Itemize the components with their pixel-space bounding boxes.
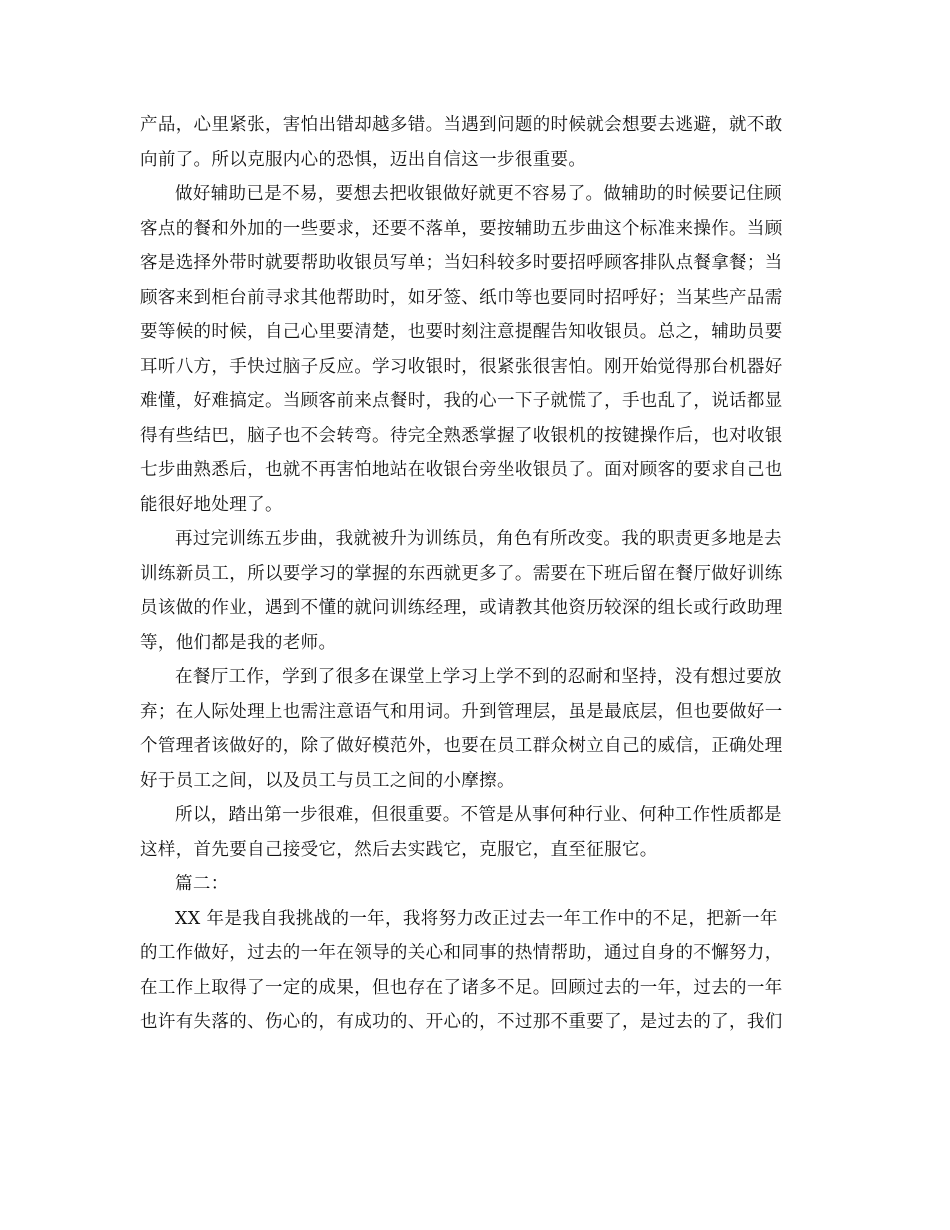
- text-line: 也许有失落的、伤心的，有成功的、开心的，不过那不重要了，是过去的了，我们: [140, 1012, 783, 1032]
- text-line: 耳听八方，手快过脑子反应。学习收银时，很紧张很害怕。刚开始觉得那台机器好: [140, 356, 783, 377]
- text-line: 再过完训练五步曲，我就被升为训练员，角色有所改变。我的职责更多地是去: [175, 529, 782, 549]
- text-line: 要等候的时候，自己心里要清楚，也要时刻注意提醒告知收银员。总之，辅助员要: [140, 322, 783, 342]
- text-line: 员该做的作业，遇到不懂的就问训练经理，或请教其他资历较深的组长或行政助理: [140, 598, 783, 618]
- text-line: 在餐厅工作，学到了很多在课堂上学习上学不到的忍耐和坚持，没有想过要放: [175, 667, 782, 687]
- text-line: 个管理者该做好的，除了做好模范外，也要在员工群众树立自己的威信，正确处理: [140, 736, 783, 756]
- text-line: 客点的餐和外加的一些要求，还要不落单，要按辅助五步曲这个标准来操作。当顾: [140, 218, 783, 239]
- text-line: 好于员工之间，以及员工与员工之间的小摩擦。: [140, 770, 515, 791]
- text-line: 客是选择外带时就要帮助收银员写单；当妇科较多时要招呼顾客排队点餐拿餐；当: [140, 253, 783, 273]
- text-line: 得有些结巴，脑子也不会转弯。待完全熟悉掌握了收银机的按键操作后，也对收银: [140, 425, 783, 446]
- text-line: 篇二：: [175, 874, 229, 894]
- text-line: 训练新员工，所以要学习的掌握的东西就更多了。需要在下班后留在餐厅做好训练: [140, 563, 783, 584]
- text-line: 的工作做好，过去的一年在领导的关心和同事的热情帮助，通过自身的不懈努力，: [140, 943, 783, 963]
- text-line: 所以，踏出第一步很难，但很重要。不管是从事何种行业、何种工作性质都是: [175, 805, 782, 825]
- text-line: 在工作上取得了一定的成果，但也存在了诸多不足。回顾过去的一年，过去的一年: [140, 977, 783, 998]
- document-body: [140, 111, 815, 1043]
- text-line: 七步曲熟悉后，也就不再害怕地站在收银台旁坐收银员了。面对顾客的要求自己也: [140, 460, 783, 480]
- text-line: 难懂，好难搞定。当顾客前来点餐时，我的心一下子就慌了，手也乱了，说话都显: [140, 391, 783, 411]
- text-line: 弃；在人际处理上也需注意语气和用词。升到管理层，虽是最底层，但也要做好一: [140, 701, 783, 722]
- text-line: 向前了。所以克服内心的恐惧，迈出自信这一步很重要。: [140, 149, 587, 170]
- text-line: 等，他们都是我的老师。: [140, 632, 337, 653]
- text-line: 做好辅助已是不易，要想去把收银做好就更不容易了。做辅助的时候要记住顾: [175, 184, 782, 204]
- text-line: 顾客来到柜台前寻求其他帮助时，如牙签、纸巾等也要同时招呼好；当某些产品需: [140, 287, 783, 308]
- text-line: 这样，首先要自己接受它，然后去实践它，克服它，直至征服它。: [140, 839, 658, 860]
- text-line: XX 年是我自我挑战的一年，我将努力改正过去一年工作中的不足，把新一年: [175, 908, 778, 929]
- text-line: 产品，心里紧张，害怕出错却越多错。当遇到问题的时候就会想要去逃避，就不敢: [140, 115, 783, 135]
- text-line: 能很好地处理了。: [140, 494, 283, 515]
